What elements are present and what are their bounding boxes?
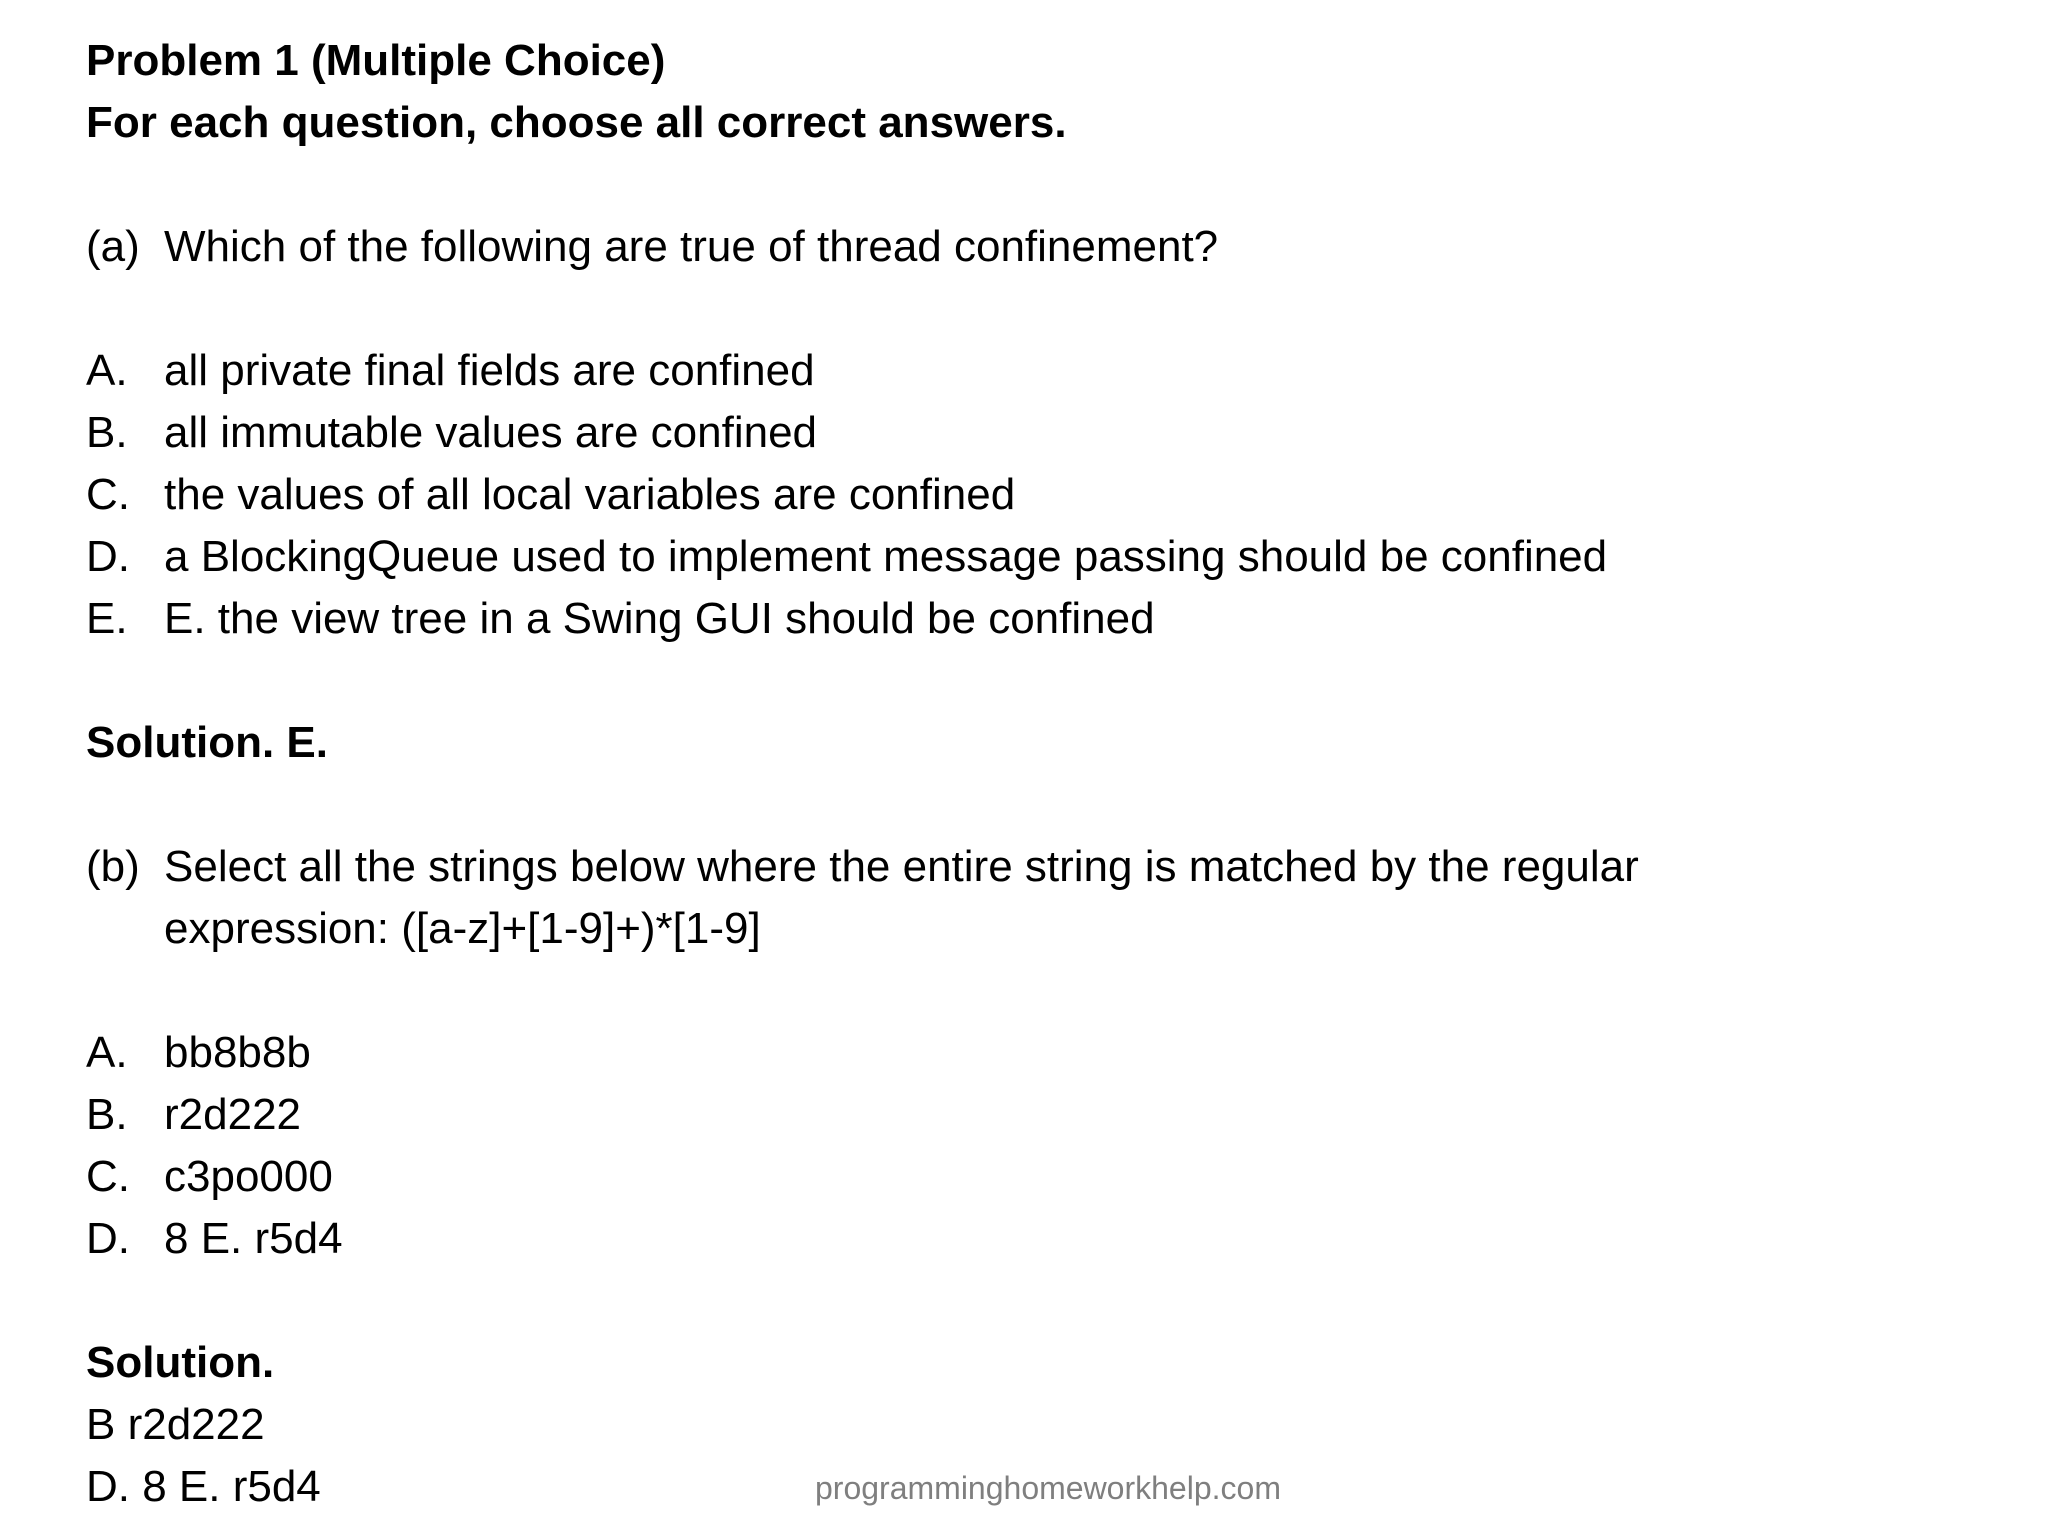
question-a-option xyxy=(86,526,1986,588)
question-b-solution-heading: Solution. xyxy=(86,1338,275,1387)
option-letter: D. xyxy=(86,1214,130,1263)
option-letter: E. xyxy=(86,594,128,643)
slide-content xyxy=(86,30,1986,1518)
option-letter: C. xyxy=(86,1152,130,1201)
question-b-option xyxy=(86,1084,1986,1146)
question-b-solution-line: D. 8 E. r5d4 xyxy=(86,1462,321,1511)
option-text: E. the view tree in a Swing GUI should be confined xyxy=(164,594,1155,643)
question-b-option xyxy=(86,1208,1986,1270)
question-b-solution-line: B r2d222 xyxy=(86,1400,265,1449)
option-text: all immutable values are confined xyxy=(164,408,818,457)
option-letter: C. xyxy=(86,470,130,519)
question-a-option xyxy=(86,588,1986,650)
question-b-label: (b) xyxy=(86,842,140,891)
question-b-options xyxy=(86,1022,1986,1270)
option-text: the values of all local variables are confined xyxy=(164,470,1016,519)
question-b-option xyxy=(86,1022,1986,1084)
option-text: bb8b8b xyxy=(164,1028,311,1077)
problem-instruction: For each question, choose all correct answers. xyxy=(86,98,1067,147)
question-a-label: (a) xyxy=(86,222,140,271)
question-b xyxy=(86,836,1986,960)
option-text: all private final fields are confined xyxy=(164,346,815,395)
question-a-option xyxy=(86,464,1986,526)
option-text: 8 E. r5d4 xyxy=(164,1214,343,1263)
question-b-text-line2: expression: ([a-z]+[1-9]+)*[1-9] xyxy=(164,904,761,953)
question-b-text-line1: Select all the strings below where the entire string is matched by the regular xyxy=(164,842,1639,891)
footer-watermark: programminghomeworkhelp.com xyxy=(815,1470,1281,1506)
problem-title: Problem 1 (Multiple Choice) xyxy=(86,36,666,85)
option-letter: B. xyxy=(86,408,128,457)
question-a-option xyxy=(86,340,1986,402)
option-text: a BlockingQueue used to implement message passing should be confined xyxy=(164,532,1608,581)
question-a-text: Which of the following are true of thread confinement? xyxy=(164,222,1219,271)
option-text: c3po000 xyxy=(164,1152,333,1201)
question-a xyxy=(86,216,1986,278)
option-letter: A. xyxy=(86,346,128,395)
question-a-options xyxy=(86,340,1986,650)
option-letter: A. xyxy=(86,1028,128,1077)
option-letter: D. xyxy=(86,532,130,581)
question-b-option xyxy=(86,1146,1986,1208)
question-a-solution: Solution. E. xyxy=(86,718,328,767)
question-b-text xyxy=(164,836,1639,960)
option-letter: B. xyxy=(86,1090,128,1139)
question-a-option xyxy=(86,402,1986,464)
option-text: r2d222 xyxy=(164,1090,302,1139)
